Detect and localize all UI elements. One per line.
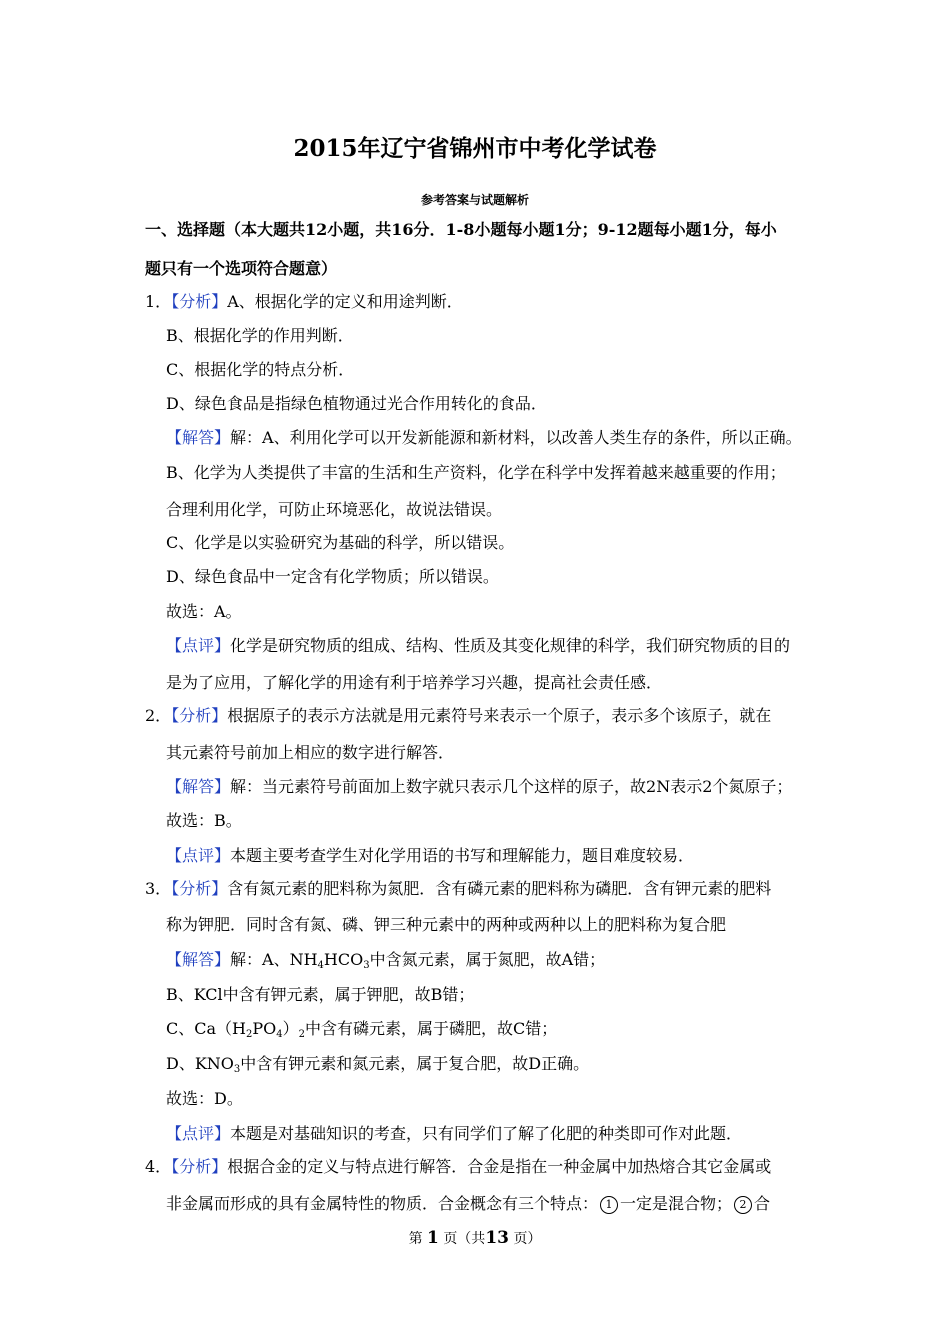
q1-comment-text: 化学是研究物质的组成、结构、性质及其变化规律的科学，我们研究物质的目的 (230, 636, 791, 655)
analysis-tag: 【分析】 (171, 879, 228, 898)
q1-answer-d: D、绿色食品中一定含有化学物质；所以错误。 (166, 567, 499, 586)
q3-analysis-2: 称为钾肥．同时含有氮、磷、钾三种元素中的两种或两种以上的肥料称为复合肥 (166, 915, 727, 934)
q2-choice: 故选：B。 (166, 811, 242, 830)
q2-comment (166, 845, 694, 867)
q2-answer-text: 解：当元素符号前面加上数字就只表示几个这样的原子，故2N表示2个氮原子； (230, 777, 793, 796)
q1-analysis-b: B、根据化学的作用判断． (166, 326, 354, 345)
q2-comment-text: 本题主要考查学生对化学用语的书写和理解能力，题目难度较易． (230, 846, 695, 865)
section-heading-line2: 题只有一个选项符合题意） (145, 259, 338, 278)
q4-number: 4． (145, 1157, 172, 1176)
comment-tag: 【点评】 (166, 846, 231, 865)
q4-analysis-2 (166, 1193, 770, 1215)
q4-analysis-text: 根据合金的定义与特点进行解答．合金是指在一种金属中加热熔合其它金属或 (227, 1157, 772, 1176)
q1-answer-b2: 合理利用化学，可防止环境恶化，故说法错误。 (166, 500, 503, 519)
q2-analysis-2: 其元素符号前加上相应的数字进行解答． (166, 743, 455, 762)
q3-answer-c-text: PO (252, 1019, 277, 1038)
footer-text: 页（共 (443, 1231, 486, 1247)
subscript: 3 (363, 960, 370, 971)
q1-comment-2: 是为了应用，了解化学的用途有利于培养学习兴趣，提高社会责任感． (166, 673, 663, 692)
current-page-number: 1 (427, 1228, 439, 1248)
analysis-tag: 【分析】 (171, 292, 228, 311)
total-pages-number: 13 (485, 1228, 509, 1248)
q1-answer-b: B、化学为人类提供了丰富的生活和生产资料，化学在科学中发挥着越来越重要的作用； (166, 463, 786, 482)
q1-comment (166, 635, 790, 657)
page-footer (0, 1228, 950, 1249)
comment-tag: 【点评】 (166, 636, 231, 655)
q3-answer-c-text: ） (282, 1019, 299, 1038)
q4-analysis (145, 1156, 771, 1178)
q1-choice: 故选：A。 (166, 602, 242, 621)
answer-tag: 【解答】 (166, 428, 231, 447)
q3-comment (166, 1123, 742, 1145)
page-subtitle: 参考答案与试题解析 (420, 193, 529, 207)
answer-tag: 【解答】 (166, 777, 231, 796)
q2-answer (166, 776, 792, 798)
q3-number: 3． (145, 879, 172, 898)
q1-analysis-text: A、根据化学的定义和用途判断． (227, 292, 463, 311)
q1-answer (166, 427, 802, 449)
q2-analysis-text: 根据原子的表示方法就是用元素符号来表示一个原子，表示多个该原子，就在 (227, 706, 772, 725)
q2-number: 2． (145, 706, 172, 725)
q3-answer-d-text: D、KNO (166, 1054, 234, 1073)
q3-choice: 故选：D。 (166, 1089, 243, 1108)
q1-analysis-d: D、绿色食品是指绿色植物通过光合作用转化的食品． (166, 394, 547, 413)
circled-number-1: 1 (600, 1196, 618, 1214)
q3-comment-text: 本题是对基础知识的考查，只有同学们了解了化肥的种类即可作对此题． (230, 1124, 743, 1143)
subscript: 4 (317, 960, 324, 971)
q3-analysis (145, 878, 771, 900)
q4-analysis-2-text: 一定是混合物； (620, 1194, 733, 1213)
subscript: 3 (233, 1064, 241, 1075)
subscript: 4 (276, 1029, 283, 1040)
q3-answer-b: B、KCl中含有钾元素，属于钾肥，故B错； (166, 985, 475, 1004)
q3-answer-c-text: 中含有磷元素，属于磷肥，故C错； (305, 1019, 558, 1038)
q4-analysis-2-text: 非金属而形成的具有金属特性的物质．合金概念有三个特点： (166, 1194, 599, 1213)
subscript: 2 (245, 1029, 253, 1040)
q3-answer-c (166, 1018, 557, 1040)
q1-analysis-c: C、根据化学的特点分析． (166, 360, 355, 379)
section-heading-line1: 一、选择题（本大题共12小题，共16分．1-8小题每小题1分；9-12题每小题1分，每小 (145, 220, 777, 239)
subscript: 2 (298, 1029, 306, 1040)
q1-analysis (145, 291, 463, 313)
q3-answer-text: 解：A、NH (230, 950, 318, 969)
q3-answer-text: HCO (323, 950, 364, 969)
analysis-tag: 【分析】 (171, 1157, 228, 1176)
q4-analysis-2-text: 合 (754, 1194, 771, 1213)
analysis-tag: 【分析】 (171, 706, 228, 725)
comment-tag: 【点评】 (166, 1124, 231, 1143)
q1-answer-c: C、化学是以实验研究为基础的科学，所以错误。 (166, 533, 515, 552)
q1-number: 1． (145, 292, 172, 311)
q3-answer-d (166, 1053, 589, 1075)
q3-analysis-text: 含有氮元素的肥料称为氮肥．含有磷元素的肥料称为磷肥．含有钾元素的肥料 (227, 879, 772, 898)
page-title: 2015年辽宁省锦州市中考化学试卷 (293, 135, 657, 162)
q3-answer-d-text: 中含有钾元素和氮元素，属于复合肥，故D正确。 (240, 1054, 590, 1073)
answer-tag: 【解答】 (166, 950, 231, 969)
footer-text: 第 (408, 1231, 423, 1247)
q1-answer-text: 解：A、利用化学可以开发新能源和新材料，以改善人类生存的条件，所以正确。 (230, 428, 802, 447)
q2-analysis (145, 705, 771, 727)
footer-text: 页） (513, 1231, 542, 1247)
circled-number-2: 2 (734, 1196, 752, 1214)
q3-answer (166, 949, 605, 971)
q3-answer-text: 中含氮元素，属于氮肥，故A错； (369, 950, 606, 969)
q3-answer-c-text: C、Ca（H (166, 1019, 246, 1038)
